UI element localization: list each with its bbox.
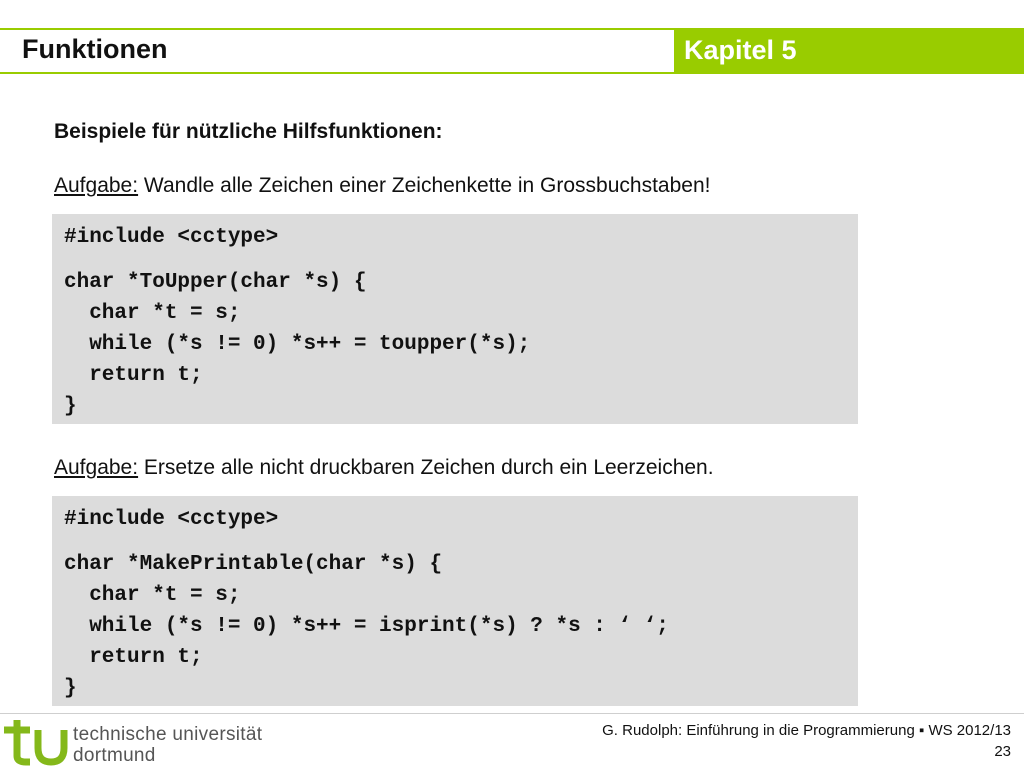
task-1 xyxy=(54,174,710,198)
task-description: Wandle alle Zeichen einer Zeichenkette in Grossbuchstaben! xyxy=(138,174,711,197)
code-line: while (*s != 0) *s++ = toupper(*s); xyxy=(64,333,531,356)
code-block-1 xyxy=(52,214,858,424)
task-label: Aufgabe: xyxy=(54,174,139,197)
code-line: while (*s != 0) *s++ = isprint(*s) ? *s : ‘ ‘; xyxy=(64,615,669,638)
footer-divider xyxy=(0,713,1024,714)
code-line: return t; xyxy=(64,364,203,387)
code-line: return t; xyxy=(64,646,203,669)
code-line: } xyxy=(64,677,77,700)
code-line: char *ToUpper(char *s) { xyxy=(64,271,367,294)
footer-credit: G. Rudolph: Einführung in die Programmierung ▪ WS 2012/13 xyxy=(602,722,1011,739)
code-block-2 xyxy=(52,496,858,706)
task-label: Aufgabe: xyxy=(54,456,139,479)
section-heading: Beispiele für nützliche Hilfsfunktionen: xyxy=(54,120,443,143)
task-2 xyxy=(54,456,714,480)
logo-text-line1: technische universität xyxy=(73,724,263,745)
code-line: char *t = s; xyxy=(64,584,241,607)
code-line: char *MakePrintable(char *s) { xyxy=(64,553,443,576)
code-line: #include <cctype> xyxy=(64,508,279,531)
tu-logo-icon xyxy=(2,716,72,766)
task-description: Ersetze alle nicht druckbaren Zeichen durch ein Leerzeichen. xyxy=(138,456,714,479)
slide-title: Funktionen xyxy=(22,34,168,64)
page-number: 23 xyxy=(994,743,1011,760)
logo-text-line2: dortmund xyxy=(73,745,156,766)
chapter-label: Kapitel 5 xyxy=(684,35,797,65)
chapter-badge xyxy=(674,28,1024,74)
code-line: } xyxy=(64,395,77,418)
code-line: char *t = s; xyxy=(64,302,241,325)
code-line: #include <cctype> xyxy=(64,226,279,249)
